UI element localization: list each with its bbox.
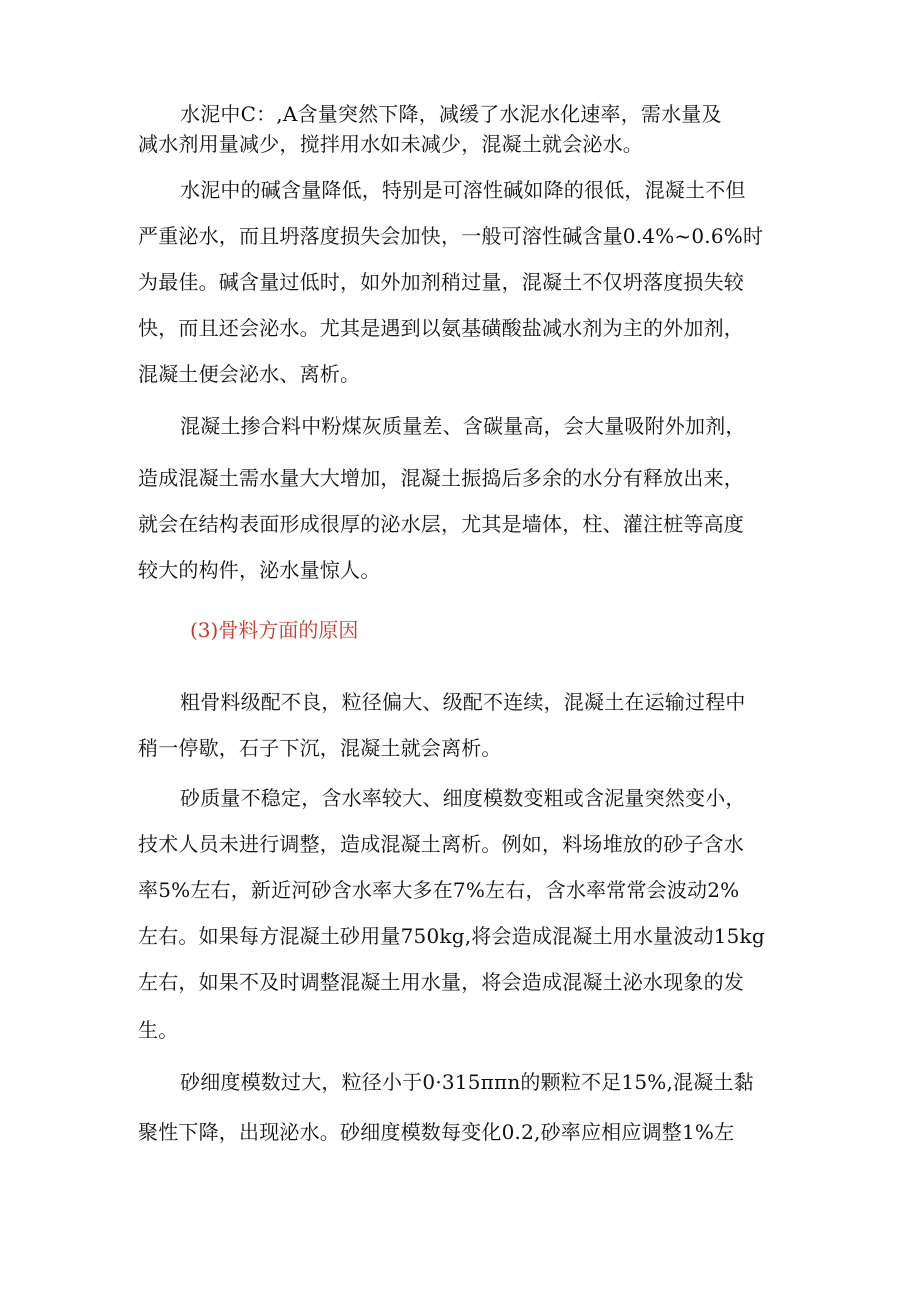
paragraph-1-line-1: 水泥中C：,A含量突然下降，减缓了水泥水化速率，需水量及 [180,102,722,126]
paragraph-5-line-3: 率5%左右，新近河砂含水率大多在7%左右，含水率常常会波动2% [138,878,740,902]
paragraph-5-line-2: 技术人员未进行调整，造成混凝土离析。例如，料场堆放的砂子含水 [138,832,744,856]
paragraph-5-line-6: 生。 [138,1018,179,1042]
paragraph-2-line-1: 水泥中的碱含量降低，特别是可溶性碱如降的很低，混凝土不但 [180,178,746,202]
paragraph-6-line-1: 砂细度模数过大，粒径小于0·315ππn的颗粒不足15%,混凝土黏 [180,1070,754,1094]
paragraph-5-line-5: 左右，如果不及时调整混凝土用水量，将会造成混凝土泌水现象的发 [138,970,744,994]
paragraph-4-line-2: 稍一停歇，石子下沉，混凝土就会离析。 [138,736,502,760]
paragraph-2-line-4: 快，而且还会泌水。尤其是遇到以氨基磺酸盐减水剂为主的外加剂， [138,316,744,340]
paragraph-3-line-4: 较大的构件，泌水量惊人。 [138,558,381,582]
paragraph-3-line-1: 混凝土掺合料中粉煤灰质量差、含碳量高，会大量吸附外加剂， [180,414,746,438]
paragraph-3-line-3: 就会在结构表面形成很厚的泌水层，尤其是墙体，柱、灌注桩等高度 [138,512,744,536]
paragraph-1-line-2: 减水剂用量减少，搅拌用水如未减少，混凝土就会泌水。 [138,132,643,156]
paragraph-6-line-2: 聚性下降，出现泌水。砂细度模数每变化0.2,砂率应相应调整1%左 [138,1120,735,1144]
paragraph-5-line-4: 左右。如果每方混凝土砂用量750kg,将会造成混凝土用水量波动15kg [138,924,765,948]
paragraph-3-line-2: 造成混凝土需水量大大增加，混凝土振捣后多余的水分有释放出来， [138,466,744,490]
paragraph-2-line-5: 混凝土便会泌水、离析。 [138,362,361,386]
paragraph-2-line-3: 为最佳。碱含量过低时，如外加剂稍过量，混凝土不仅坍落度损失较 [138,270,744,294]
paragraph-5-line-1: 砂质量不稳定，含水率较大、细度模数变粗或含泥量突然变小， [180,786,746,810]
section-heading: (3)骨料方面的原因 [190,618,359,642]
paragraph-4-line-1: 粗骨料级配不良，粒径偏大、级配不连续，混凝土在运输过程中 [180,690,746,714]
paragraph-2-line-2: 严重泌水，而且坍落度损失会加快，一般可溶性碱含量0.4%~0.6%时 [138,224,764,248]
